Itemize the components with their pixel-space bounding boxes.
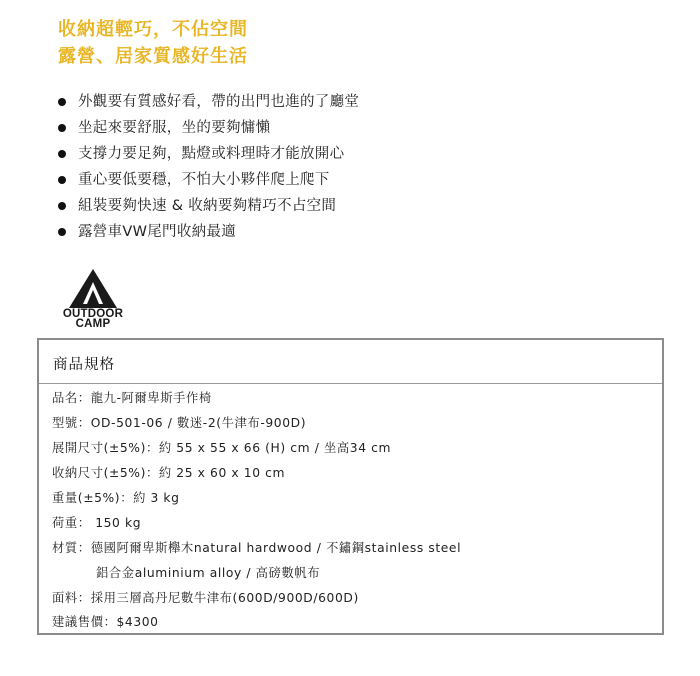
spec-fabric: 面料：採用三層高丹尼數牛津布(600D/900D/600D)	[52, 591, 359, 605]
outdoor-camp-logo	[47, 268, 139, 330]
bullet-icon	[58, 202, 66, 210]
spec-divider	[39, 383, 662, 384]
mountain-triangle-icon	[47, 268, 139, 310]
spec-product-name: 品名：龍九-阿爾卑斯手作椅	[52, 391, 212, 405]
spec-model: 型號：OD-501-06 / 數迷-2(牛津布-900D)	[52, 416, 307, 430]
feature-text: 露營車VW尾門收納最適	[78, 224, 237, 240]
spec-material-cont: 鋁合金aluminium alloy / 高磅數帆布	[96, 566, 321, 580]
spec-folded-size: 收納尺寸(±5%)：約 25 x 60 x 10 cm	[52, 466, 286, 480]
feature-text: 外觀要有質感好看，帶的出門也進的了廳堂	[78, 94, 360, 110]
bullet-icon	[58, 98, 66, 106]
spec-price: 建議售價：$4300	[52, 615, 159, 629]
logo-text-camp: CAMP	[75, 318, 111, 330]
feature-text: 坐起來要舒服，坐的要夠慵懶	[78, 120, 271, 136]
feature-item	[58, 168, 359, 194]
feature-item	[58, 220, 359, 246]
logo-text-outdoor: OUTDOOR	[62, 308, 124, 320]
spec-table	[37, 338, 664, 635]
spec-title: 商品規格	[53, 357, 115, 373]
bullet-icon	[58, 228, 66, 236]
spec-open-size: 展開尺寸(±5%)：約 55 x 55 x 66 (H) cm / 坐高34 cm	[52, 441, 392, 455]
feature-text: 重心要低要穩，不怕大小夥伴爬上爬下	[78, 172, 330, 188]
feature-item	[58, 116, 359, 142]
feature-item	[58, 194, 359, 220]
feature-item	[58, 90, 359, 116]
bullet-icon	[58, 124, 66, 132]
feature-item	[58, 142, 359, 168]
feature-text: 組裝要夠快速 & 收納要夠精巧不占空間	[78, 198, 337, 214]
bullet-icon	[58, 176, 66, 184]
bullet-icon	[58, 150, 66, 158]
headline-line-2: 露營、居家質感好生活	[58, 46, 248, 67]
spec-weight: 重量(±5%)：約 3 kg	[52, 491, 180, 505]
headline-line-1: 收納超輕巧，不佔空間	[58, 19, 248, 40]
spec-load: 荷重： 150 kg	[52, 516, 142, 530]
spec-material: 材質：德國阿爾卑斯櫸木natural hardwood / 不鏽鋼stainless steel	[52, 541, 462, 555]
feature-text: 支撐力要足夠，點燈或料理時才能放開心	[78, 146, 345, 162]
feature-list	[58, 90, 359, 246]
